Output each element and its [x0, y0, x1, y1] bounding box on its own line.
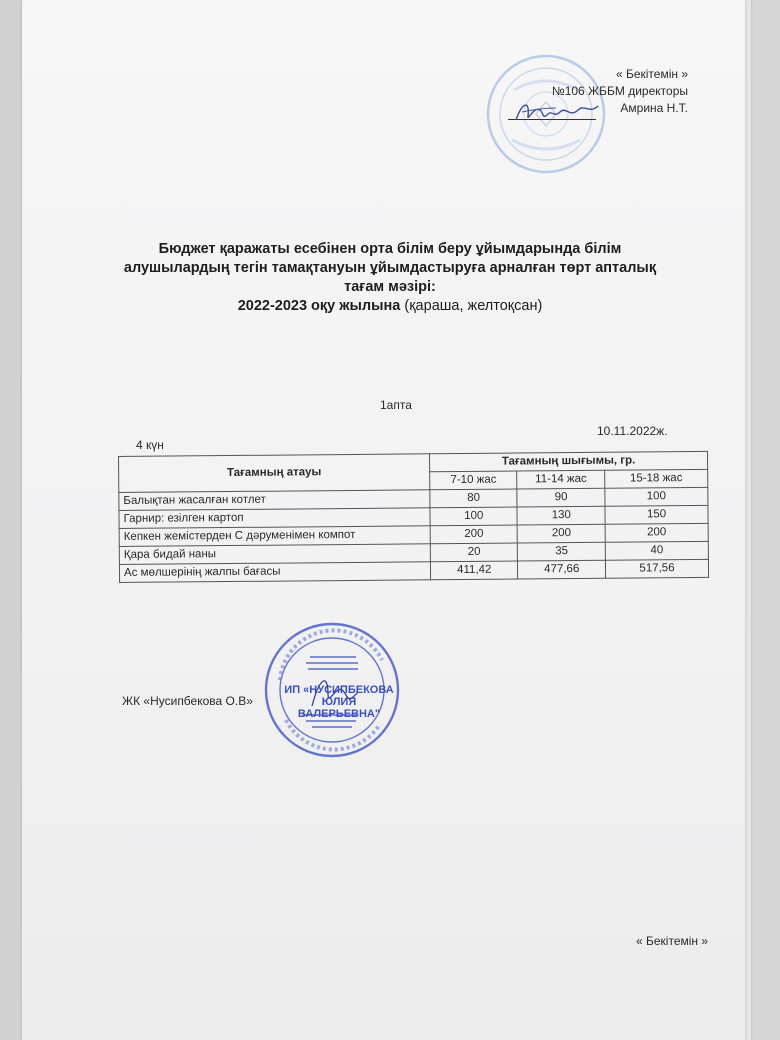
dish-name: Балықтан жасалған котлет	[119, 490, 430, 511]
document-title	[120, 240, 660, 316]
stamp-signature-icon	[306, 672, 366, 716]
title-line-2: алушылардың тегін тамақтануын ұйымдастыруға арналған төрт апталық	[123, 260, 657, 276]
title-line-1: Бюджет қаражаты есебінен орта білім беру ұйымдарында білім	[158, 241, 622, 257]
yield-15-18: 100	[605, 487, 708, 506]
price-7-10: 411,42	[430, 561, 518, 580]
age-group-3: 15-18 жас	[605, 469, 708, 488]
age-group-2: 11-14 жас	[517, 470, 605, 489]
yield-11-14: 90	[517, 488, 605, 507]
signer-name: ЖК «Нусипбекова О.В»	[122, 694, 253, 708]
price-11-14: 477,66	[518, 560, 606, 579]
months: (қараша, желтоқсан)	[400, 298, 543, 314]
menu-table	[118, 451, 709, 583]
price-15-18: 517,56	[605, 559, 708, 578]
dish-name: Кепкен жемістерден С дәруменімен компот	[119, 526, 430, 547]
approval-position: №106 ЖББМ директоры	[551, 84, 688, 98]
paper-edge	[745, 0, 751, 1040]
academic-year: 2022-2023 оқу жылына	[237, 298, 401, 314]
approval-title: « Бекітемін »	[615, 67, 688, 81]
total-label: Ас мөлшерінің жалпы бағасы	[119, 562, 430, 583]
yield-15-18: 150	[605, 505, 708, 524]
menu-date: 10.11.2022ж.	[597, 424, 668, 438]
header-yield: Тағамның шығымы, гр.	[429, 451, 707, 471]
yield-7-10: 200	[430, 525, 518, 544]
dish-name: Гарнир: езілген картоп	[119, 508, 430, 529]
yield-15-18: 40	[605, 541, 708, 560]
yield-11-14: 130	[517, 506, 605, 525]
title-line-4	[120, 297, 660, 316]
title-line-3: тағам мәзірі:	[344, 279, 436, 295]
stamp-line-2: ЮЛИЯ ВАЛЕРЬЕВНА"	[297, 696, 381, 720]
yield-15-18: 200	[605, 523, 708, 542]
yield-7-10: 80	[430, 489, 518, 508]
stamp-line-1: ИП «НУСИПБЕКОВА	[284, 684, 394, 696]
week-label: 1апта	[380, 398, 412, 412]
yield-11-14: 35	[518, 542, 606, 561]
approval-person: Амрина Н.Т.	[620, 101, 688, 115]
dish-name: Қара бидай наны	[119, 544, 430, 565]
yield-11-14: 200	[518, 524, 606, 543]
director-signature-icon	[512, 96, 602, 128]
yield-7-10: 100	[430, 507, 518, 526]
day-label: 4 күн	[136, 438, 164, 452]
age-group-1: 7-10 жас	[430, 471, 518, 490]
yield-7-10: 20	[430, 543, 518, 562]
approval-bottom: « Бекітемін »	[636, 934, 709, 948]
header-dish-name: Тағамның атауы	[119, 454, 430, 493]
